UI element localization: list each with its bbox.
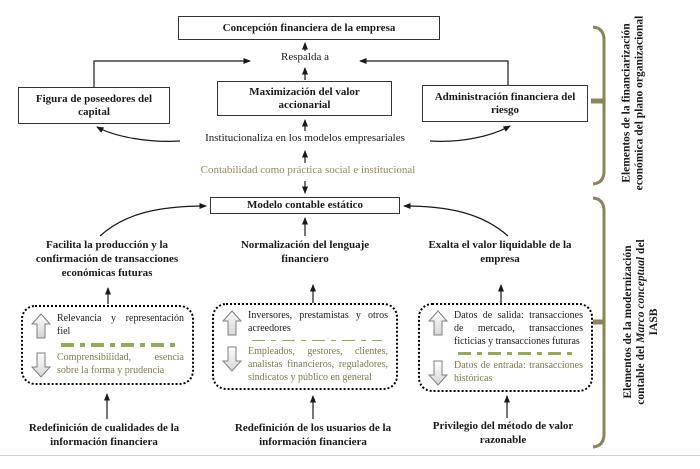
group-brackets: [591, 27, 604, 447]
down-block-arrow-icon: [222, 346, 242, 372]
label-institucionaliza: Institucionaliza en los modelos empresariales: [205, 132, 405, 144]
box-modelo-contable: Modelo contable estático: [210, 197, 400, 214]
label-redefinicion-usuarios: Redefinición de los usuarios de la información financiera: [234, 422, 392, 448]
down-block-arrow-icon: [428, 360, 448, 386]
usuarios-down-text: Empleados, gestores, clientes, analistas financieros, reguladores, sindicatos y público en general: [248, 346, 388, 383]
up-block-arrow-icon: [428, 310, 448, 336]
dotted-box-usuarios: [212, 303, 398, 390]
bracket-label-financiarizacion: Elementos de la financiarización económica del plano organizacional: [620, 15, 646, 191]
box-maximizacion-valor: Maximización del valor accionarial: [217, 81, 392, 116]
bracket-top: [593, 27, 604, 184]
down-block-arrow-icon: [31, 352, 51, 378]
heading-exalta-valor: Exalta el valor liquidable de la empresa: [428, 239, 572, 265]
up-block-arrow-icon: [222, 310, 242, 336]
dotted-box-datos: [418, 303, 593, 392]
label-privilegio-valor-razonable: Privilegio del método de valor razonable: [432, 420, 574, 446]
label-redefinicion-cualidades: Redefinición de cualidades de la información financiera: [28, 422, 180, 448]
label-contabilidad-practica: Contabilidad como práctica social e institucional: [200, 164, 416, 176]
bracket-label-modernizacion-italic: Marco conceptual: [635, 256, 647, 343]
box-concepcion-financiera: Concepción financiera de la empresa: [178, 16, 440, 40]
usuarios-up-text: Inversores, prestamistas y otros acreedores: [248, 310, 388, 334]
green-dash-divider: [458, 352, 577, 355]
box-administracion-riesgo: Administración financiera del riesgo: [422, 85, 588, 122]
green-dash-divider: [252, 340, 382, 341]
datos-up-text: Datos de salida: transacciones de mercado, transacciones ficticias y transacciones futuras: [454, 310, 583, 347]
cualidades-down-text: Comprensibilidad, esencia sobre la forma y prudencia: [57, 352, 184, 376]
bracket-label-modernizacion-post: del IASB: [635, 239, 660, 336]
label-respalda-a: Respalda a: [281, 51, 329, 63]
heading-normalizacion-lenguaje: Normalización del lenguaje financiero: [240, 239, 370, 265]
bracket-label-modernizacion-pre: Elementos de la modernización contable del: [622, 245, 647, 405]
datos-down-text: Datos de entrada: transacciones históricas: [454, 360, 583, 384]
cualidades-up-text: Relevancia y representación fiel: [57, 313, 184, 337]
dotted-box-cualidades: [21, 305, 194, 385]
box-figura-poseedores: Figura de poseedores del capital: [18, 87, 170, 124]
heading-facilita-produccion: Facilita la producción y la confirmación de transacciones económicas futuras: [35, 239, 179, 279]
green-dash-divider: [61, 343, 178, 347]
up-block-arrow-icon: [31, 313, 51, 339]
bracket-label-modernizacion: [622, 231, 672, 413]
